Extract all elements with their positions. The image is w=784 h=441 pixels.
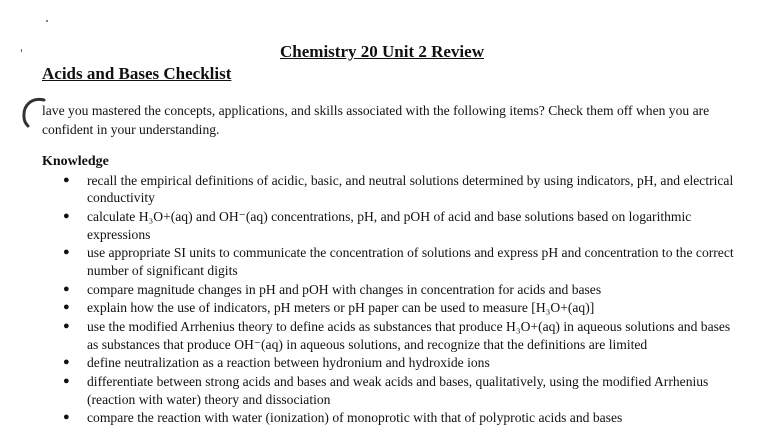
list-item-text: recall the empirical definitions of acidic, basic, and neutral solutions determined by using indicators, pH, and electrical conductivity bbox=[87, 173, 734, 206]
list-item bbox=[0, 299, 784, 316]
bullet-icon: ● bbox=[63, 246, 70, 259]
intro-paragraph: lave you mastered the concepts, applications, and skills associated with the following items? Check them off when you are confident in your understanding. bbox=[42, 103, 710, 137]
list-item-text: differentiate between strong acids and bases and weak acids and bases, qualitatively, using the modified Arrhenius (reaction with water) theory and dissociation bbox=[87, 374, 709, 407]
list-item bbox=[0, 373, 784, 408]
list-item bbox=[0, 409, 784, 426]
page-title: Chemistry 20 Unit 2 Review bbox=[280, 42, 484, 61]
bullet-icon: ● bbox=[63, 282, 70, 295]
section-title: Acids and Bases Checklist bbox=[42, 64, 232, 83]
knowledge-heading: Knowledge bbox=[42, 154, 109, 169]
bullet-icon: ● bbox=[63, 375, 70, 388]
scan-speck bbox=[46, 20, 48, 22]
scan-speck bbox=[21, 49, 22, 52]
list-item-text: use the modified Arrhenius theory to define acids as substances that produce H₃O+(aq) in aqueous solutions and bases as substances that produce OH⁻(aq) in aqueous solutions, and recognize that the definitions are limited bbox=[87, 319, 731, 352]
list-item-text: explain how the use of indicators, pH meters or pH paper can be used to measure [H₃O+(aq)] bbox=[87, 300, 595, 316]
list-item bbox=[0, 354, 784, 371]
knowledge-list bbox=[0, 172, 784, 428]
list-item-text: compare the reaction with water (ionization) of monoprotic with that of polyprotic acids and bases bbox=[87, 410, 623, 426]
bullet-icon: ● bbox=[63, 320, 70, 333]
bullet-icon: ● bbox=[63, 210, 70, 223]
bullet-icon: ● bbox=[63, 174, 70, 186]
list-item bbox=[0, 244, 784, 279]
list-item bbox=[0, 208, 784, 243]
list-item bbox=[0, 172, 784, 207]
bullet-icon: ● bbox=[63, 356, 70, 369]
bullet-icon: ● bbox=[63, 301, 70, 314]
list-item-text: use appropriate SI units to communicate the concentration of solutions and express pH and concentration to the correct number of significant digits bbox=[87, 245, 734, 278]
bullet-icon: ● bbox=[63, 411, 70, 424]
list-item-text: compare magnitude changes in pH and pOH with changes in concentration for acids and bases bbox=[87, 281, 602, 297]
list-item bbox=[0, 281, 784, 298]
list-item-text: define neutralization as a reaction between hydronium and hydroxide ions bbox=[87, 355, 490, 371]
list-item-text: calculate H₃O+(aq) and OH⁻(aq) concentrations, pH, and pOH of acid and base solutions based on logarithmic expressions bbox=[87, 209, 692, 242]
list-item bbox=[0, 318, 784, 353]
